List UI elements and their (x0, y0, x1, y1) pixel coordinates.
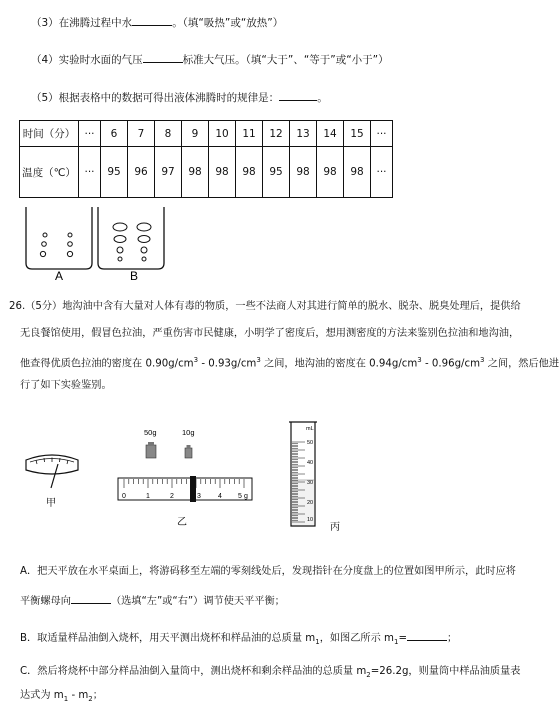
weight-50g-label: 50g (144, 428, 157, 437)
table-cell: 14 (317, 121, 344, 147)
ruler-tick-label: 2 (170, 493, 174, 500)
q5-text-b: 。 (317, 92, 328, 104)
ruler-tick-label: 5 (238, 493, 242, 500)
q3-text-b: 。（填“吸热”或“放热”） (172, 17, 284, 29)
q26-line-4: 行了如下实验鉴别。 (20, 380, 112, 391)
beaker-b (98, 207, 164, 269)
weight-50g-icon (146, 442, 156, 458)
cylinder-figure (283, 418, 353, 536)
part-a-text-b: （选填“左”或“右”）调节使天平平衡； (110, 596, 285, 607)
superscript: 3 (417, 356, 422, 364)
q26-line3-c: 之间，地沟油的密度在 0.94g/cm (260, 358, 418, 370)
cylinder-unit: mL (306, 426, 314, 432)
part-c-line-1 (20, 665, 521, 682)
rider-icon (190, 476, 196, 502)
jia-label: 甲 (46, 498, 56, 509)
ruler-tick-label: 1 (146, 493, 150, 500)
ruler-unit: g (244, 493, 248, 500)
table-cell: 10 (209, 121, 236, 147)
table-cell: 98 (290, 147, 317, 198)
table-cell: 6 (101, 121, 128, 147)
cylinder-tick-label: 10 (307, 517, 314, 523)
part-c-text-e: ； (92, 690, 103, 701)
part-b-text-a: B．取适量样品油倒入烧杯，用天平测出烧杯和样品油的总质量 m (20, 633, 316, 644)
table-cell: 7 (128, 121, 155, 147)
table-cell: 98 (182, 147, 209, 198)
table-cell: 温度（℃） (20, 147, 79, 198)
q5-blank[interactable] (279, 89, 317, 101)
part-b-text-d: ； (447, 633, 458, 644)
table-cell: 8 (155, 121, 182, 147)
table-row (20, 147, 393, 198)
q26-line-2: 无良餐馆使用，假冒色拉油，严重伤害市民健康，小明学了密度后，想用测密度的方法来鉴别色拉油和地沟油， (20, 328, 520, 339)
table-row (20, 121, 393, 147)
superscript: 3 (480, 356, 485, 364)
question-4 (31, 51, 389, 67)
part-c-text-a: C．然后将烧杯中部分样品油倒入量筒中，测出烧杯和剩余样品油的总质量 m (20, 666, 367, 677)
q26-line-3 (20, 353, 559, 371)
bing-label: 丙 (330, 522, 340, 533)
q5-text-a: （5）根据表格中的数据可得出液体沸腾时的规律是： (31, 92, 280, 104)
table-cell: 13 (290, 121, 317, 147)
q3-text-a: （3）在沸腾过程中水 (31, 17, 133, 29)
question-5 (31, 89, 328, 105)
weight-10g-icon (185, 445, 192, 458)
table-cell: 12 (263, 121, 290, 147)
balance-figure (114, 424, 266, 532)
table-cell: ··· (371, 121, 393, 147)
table-cell: 15 (344, 121, 371, 147)
part-a-line-1: A．把天平放在水平桌面上，将游码移至左端的零刻线处后，发现指针在分度盘上的位置如图甲所示，此时应将 (20, 566, 516, 577)
question-3 (31, 14, 283, 30)
cylinder-tick-label: 30 (307, 480, 314, 486)
data-table (19, 120, 393, 198)
beaker-a-label: A (55, 269, 64, 283)
yi-label: 乙 (177, 517, 187, 528)
table-cell: 95 (263, 147, 290, 198)
part-b-blank[interactable] (407, 629, 447, 641)
table-cell: ··· (371, 147, 393, 198)
bubbles-a (40, 233, 72, 257)
part-c-text-c: 达式为 m (20, 690, 64, 701)
table-cell: 98 (317, 147, 344, 198)
bubbles-b (113, 223, 151, 261)
table-cell: 时间（分） (20, 121, 79, 147)
part-b-line (20, 629, 457, 649)
subscript: 1 (393, 638, 399, 647)
table-cell: 95 (101, 147, 128, 198)
weight-10g-label: 10g (182, 428, 195, 437)
subscript: 1 (315, 638, 320, 647)
table-cell: 9 (182, 121, 209, 147)
table-cell: 97 (155, 147, 182, 198)
part-b-text-b: ，如图乙所示 m (319, 633, 394, 644)
q26-line3-e: 之间，然后他进 (484, 358, 559, 370)
part-a-text-a: 平衡螺母向 (20, 596, 71, 607)
cylinder-tick-label: 40 (307, 460, 314, 466)
superscript: 3 (256, 356, 261, 364)
part-a-blank[interactable] (71, 592, 111, 604)
ruler-tick-label: 4 (218, 493, 222, 500)
dial-pointer (51, 464, 58, 488)
q26-line3-a: 他查得优质色拉油的密度在 0.90g/cm (20, 358, 194, 370)
subscript: 2 (88, 695, 93, 704)
part-c-text-b: =26.2g，则量筒中样品油质量表 (370, 666, 521, 677)
table-cell: 98 (209, 147, 236, 198)
subscript: 2 (366, 671, 371, 680)
ruler-tick-label: 3 (197, 493, 201, 500)
table-cell: ··· (79, 147, 101, 198)
q4-blank[interactable] (143, 51, 183, 63)
beakers-figure (20, 203, 170, 283)
table-cell: 96 (128, 147, 155, 198)
beaker-a (26, 207, 92, 269)
part-c-line-2 (20, 689, 103, 706)
part-b-text-c: = (398, 633, 407, 644)
ruler-tick-label: 0 (122, 493, 126, 500)
q26-line3-b: - 0.93g/cm (198, 358, 257, 370)
cylinder-tick-label: 20 (307, 500, 314, 506)
q26-line3-d: - 0.96g/cm (421, 358, 481, 370)
table-cell: 98 (236, 147, 263, 198)
q4-text-a: （4）实验时水面的气压 (31, 54, 143, 66)
beaker-b-label: B (130, 269, 139, 283)
subscript: 1 (63, 695, 69, 704)
q4-text-b: 标准大气压。（填“大于”、“等于”或“小于”） (182, 54, 389, 66)
part-c-text-d: - m (68, 690, 89, 701)
cylinder-tick-label: 50 (307, 440, 314, 446)
q3-blank[interactable] (132, 14, 172, 26)
table-cell: 98 (344, 147, 371, 198)
q26-line-1: 26.（5分）地沟油中含有大量对人体有毒的物质，一些不法商人对其进行简单的脱水、脱杂、脱臭处理后，提供给 (9, 301, 521, 312)
superscript: 3 (193, 356, 199, 364)
table-cell: 11 (236, 121, 263, 147)
dial-figure (22, 448, 84, 512)
table-cell: ··· (79, 121, 101, 147)
part-a-line-2 (20, 592, 285, 609)
